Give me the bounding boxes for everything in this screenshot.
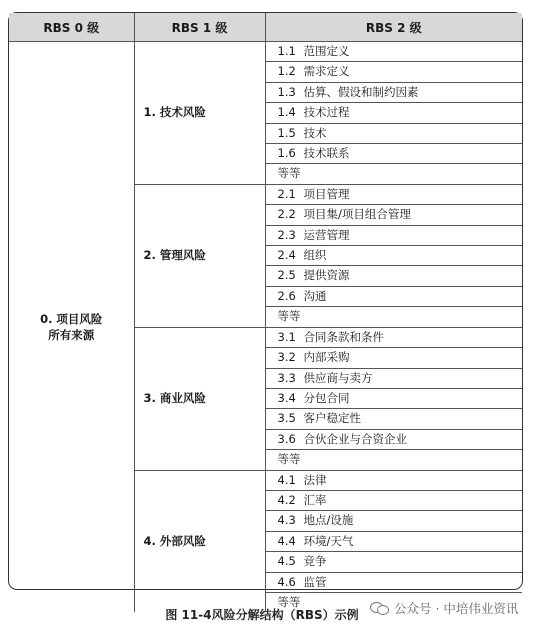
rbs2-cell (265, 266, 522, 286)
rbs2-text: 地点/设施 (303, 513, 354, 528)
rbs2-cell (265, 184, 522, 204)
rbs2-text: 运营管理 (303, 227, 350, 242)
rbs2-number: 3.6 (277, 431, 296, 446)
rbs2-text: 供应商与卖方 (303, 370, 373, 385)
rbs2-text: 合同条款和条件 (303, 329, 384, 344)
rbs2-cell (265, 490, 522, 510)
rbs2-number: 2.1 (277, 186, 296, 201)
rbs2-cell (265, 164, 522, 184)
rbs2-text: 项目集/项目组合管理 (303, 207, 411, 222)
header-rbs1: RBS 1 级 (134, 13, 265, 42)
rbs2-text: 估算、假设和制约因素 (303, 84, 419, 99)
header-row (9, 13, 522, 42)
header-rbs2: RBS 2 级 (265, 13, 522, 42)
table-row (9, 42, 522, 62)
rbs2-text: 监管 (303, 574, 327, 589)
rbs2-number: 4.6 (277, 574, 296, 589)
rbs2-cell (265, 286, 522, 306)
rbs2-cell (265, 348, 522, 368)
rbs1-cell: 2. 管理风险 (134, 184, 265, 327)
rbs2-text: 等等 (277, 594, 301, 609)
rbs2-number: 4.2 (277, 492, 296, 507)
rbs2-cell (265, 225, 522, 245)
rbs2-number: 3.5 (277, 411, 296, 426)
rbs1-cell: 4. 外部风险 (134, 470, 265, 612)
rbs2-text: 等等 (277, 166, 301, 181)
rbs2-cell (265, 450, 522, 470)
rbs2-cell (265, 531, 522, 551)
rbs2-number: 1.3 (277, 84, 296, 99)
rbs2-number: 4.4 (277, 533, 296, 548)
rbs2-number: 1.2 (277, 64, 296, 79)
rbs2-number: 1.6 (277, 146, 296, 161)
rbs2-text: 技术联系 (303, 146, 350, 161)
rbs2-number: 2.4 (277, 248, 296, 263)
rbs2-text: 组织 (303, 248, 327, 263)
rbs-table (9, 13, 522, 612)
rbs2-text: 等等 (277, 309, 301, 324)
rbs0-label-line1: 0. 项目风险 (40, 312, 103, 327)
rbs2-text: 客户稳定性 (303, 411, 361, 426)
caption-text: 图 11-4风险分解结构（RBS）示例 (165, 608, 359, 622)
rbs2-number: 2.5 (277, 268, 296, 283)
rbs2-number: 2.6 (277, 288, 296, 303)
rbs2-cell (265, 307, 522, 327)
rbs1-cell: 1. 技术风险 (134, 42, 265, 185)
rbs2-text: 合伙企业与合资企业 (303, 431, 407, 446)
rbs2-cell (265, 368, 522, 388)
rbs2-cell (265, 144, 522, 164)
rbs2-number: 4.5 (277, 554, 296, 569)
rbs1-cell: 3. 商业风险 (134, 327, 265, 470)
rbs2-cell (265, 246, 522, 266)
rbs2-number: 3.1 (277, 329, 296, 344)
rbs2-text: 竞争 (303, 554, 327, 569)
rbs2-number: 1.4 (277, 105, 296, 120)
rbs2-text: 环境/天气 (303, 533, 354, 548)
rbs2-cell (265, 42, 522, 62)
rbs2-text: 需求定义 (303, 64, 350, 79)
rbs2-number: 3.2 (277, 350, 296, 365)
rbs2-cell (265, 82, 522, 102)
rbs2-text: 分包合同 (303, 390, 350, 405)
rbs2-text: 项目管理 (303, 186, 350, 201)
rbs2-number: 1.1 (277, 44, 296, 58)
rbs2-text: 沟通 (303, 288, 327, 303)
rbs2-cell (265, 511, 522, 531)
rbs2-text: 等等 (277, 452, 301, 467)
rbs2-number: 2.3 (277, 227, 296, 242)
rbs2-number: 4.1 (277, 472, 296, 487)
watermark-text: 公众号 · 中培伟业资讯 (394, 601, 519, 616)
rbs2-text: 提供资源 (303, 268, 350, 283)
wechat-icon (370, 601, 390, 615)
rbs2-text: 法律 (303, 472, 327, 487)
rbs2-number: 2.2 (277, 207, 296, 222)
header-rbs0: RBS 0 级 (9, 13, 134, 42)
rbs2-cell (265, 429, 522, 449)
rbs0-cell (9, 42, 134, 613)
rbs2-cell (265, 552, 522, 572)
rbs2-number: 1.5 (277, 125, 296, 140)
rbs2-cell (265, 572, 522, 592)
rbs2-cell (265, 470, 522, 490)
rbs2-cell (265, 103, 522, 123)
rbs2-text: 范围定义 (303, 44, 350, 58)
rbs2-number: 3.4 (277, 390, 296, 405)
rbs2-cell (265, 205, 522, 225)
rbs-table-body (9, 42, 522, 613)
rbs2-cell (265, 62, 522, 82)
rbs2-cell (265, 123, 522, 143)
rbs2-number: 4.3 (277, 513, 296, 528)
rbs2-text: 技术 (303, 125, 327, 140)
rbs2-cell (265, 388, 522, 408)
rbs2-cell (265, 327, 522, 347)
rbs0-label-line2: 所有来源 (48, 328, 95, 343)
rbs2-text: 内部采购 (303, 350, 350, 365)
rbs2-text: 技术过程 (303, 105, 350, 120)
watermark (370, 599, 518, 617)
rbs2-number: 3.3 (277, 370, 296, 385)
rbs2-text: 汇率 (303, 492, 327, 507)
rbs2-cell (265, 409, 522, 429)
